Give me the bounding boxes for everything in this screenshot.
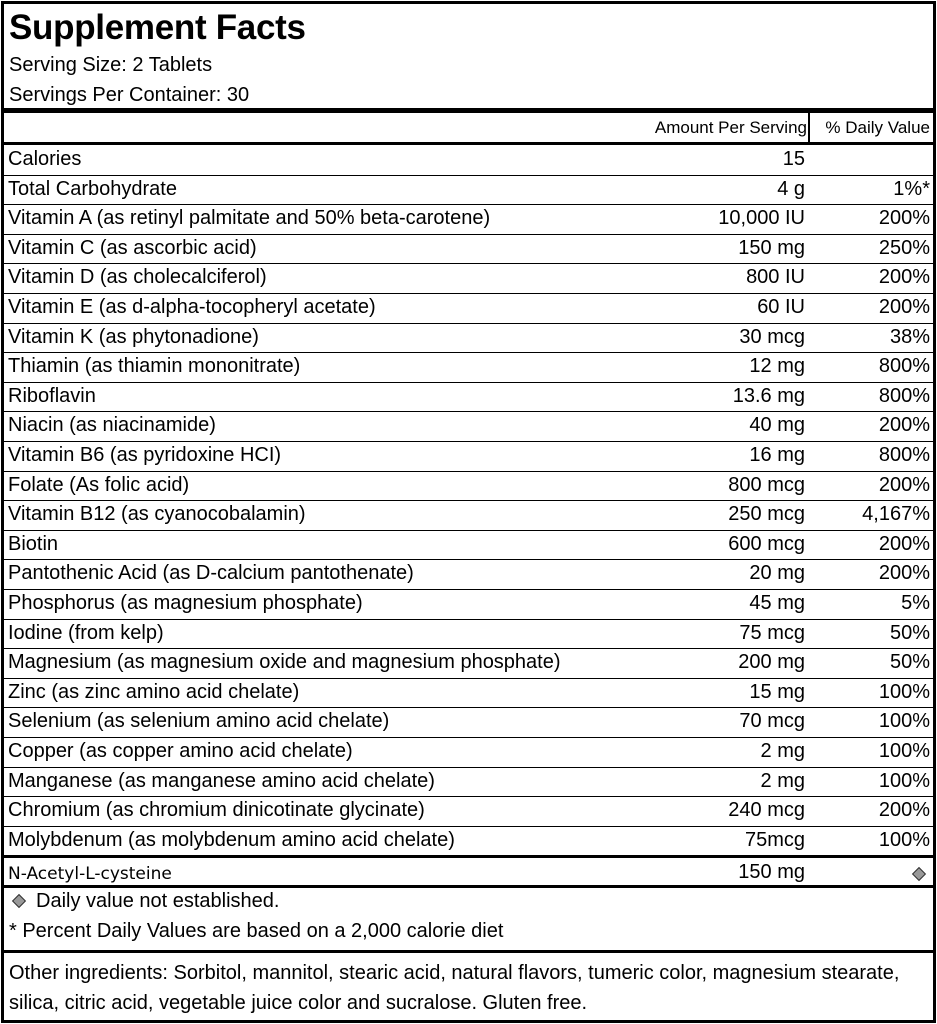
- nutrient-name: Vitamin B6 (as pyridoxine HCI): [8, 444, 282, 466]
- nutrient-name: Zinc (as zinc amino acid chelate): [8, 680, 300, 703]
- nutrient-daily-value: 38%: [889, 325, 930, 348]
- row-divider: [4, 471, 933, 472]
- row-divider: [4, 707, 933, 708]
- nutrient-daily-value: 200%: [878, 799, 930, 822]
- row-divider: [4, 263, 933, 264]
- nutrient-name: Vitamin A (as retinyl palmitate and 50% beta-carotene): [8, 207, 491, 230]
- table-row: [4, 382, 933, 412]
- amount-per-serving-header: Amount Per Serving: [654, 118, 807, 137]
- other-ingredients-divider: [4, 950, 933, 953]
- footnote-divider: [4, 885, 933, 888]
- row-divider: [4, 589, 933, 590]
- row-divider: [4, 559, 933, 560]
- nutrient-amount: 30 mcg: [739, 325, 805, 348]
- nutrient-daily-value: 100%: [878, 680, 930, 703]
- nutrient-name: Vitamin B12 (as cyanocobalamin): [8, 503, 306, 526]
- nutrient-daily-value: 200%: [878, 207, 930, 230]
- nutrient-amount: 15: [782, 148, 805, 170]
- row-divider: [4, 441, 933, 442]
- table-row: [4, 234, 933, 264]
- nutrient-name: Selenium (as selenium amino acid chelate): [8, 710, 390, 733]
- panel-title: Supplement Facts: [9, 8, 306, 47]
- nutrient-daily-value: 200%: [878, 296, 930, 318]
- nutrient-amount: 16 mg: [749, 444, 805, 466]
- serving-size: Serving Size: 2 Tablets: [9, 54, 213, 76]
- row-divider: [4, 352, 933, 353]
- table-row: [4, 796, 933, 826]
- nutrient-name: Total Carbohydrate: [8, 177, 177, 200]
- nutrient-amount: 13.6 mg: [732, 384, 805, 407]
- nutrient-name: Riboflavin: [8, 384, 96, 407]
- nutrient-daily-value: 200%: [878, 562, 930, 585]
- nutrient-name: Folate (As folic acid): [8, 473, 190, 496]
- nutrient-daily-value: 800%: [878, 384, 930, 407]
- nutrient-amount: 70 mcg: [739, 710, 805, 733]
- nutrient-name: Calories: [8, 148, 82, 170]
- row-divider: [4, 530, 933, 531]
- nutrient-name: Copper (as copper amino acid chelate): [8, 740, 353, 762]
- row-divider: [4, 737, 933, 738]
- nutrient-name: Vitamin D (as cholecalciferol): [8, 266, 267, 289]
- nutrient-name: Vitamin C (as ascorbic acid): [8, 236, 257, 259]
- nutrient-amount: 200 mg: [738, 651, 805, 674]
- table-row: [4, 619, 933, 649]
- nutrient-daily-value: 100%: [878, 740, 930, 762]
- nutrient-daily-value: 4,167%: [862, 503, 930, 526]
- nutrient-daily-value: 200%: [878, 266, 930, 289]
- row-divider: [4, 175, 933, 176]
- nutrient-amount: 45 mg: [749, 592, 805, 614]
- nutrient-name: Thiamin (as thiamin mononitrate): [8, 355, 301, 378]
- column-header-row: [4, 113, 933, 142]
- nutrient-name: Manganese (as manganese amino acid chelate): [8, 769, 435, 792]
- row-divider: [4, 678, 933, 679]
- nutrient-daily-value: 50%: [889, 621, 930, 644]
- daily-value-header: % Daily Value: [825, 118, 930, 137]
- table-row: [4, 441, 933, 471]
- table-row: [4, 767, 933, 797]
- nutrient-daily-value: 800%: [878, 444, 930, 466]
- table-row: [4, 589, 933, 619]
- row-divider: [4, 648, 933, 649]
- nutrient-amount: 800 mcg: [728, 473, 805, 496]
- nutrient-amount: 250 mcg: [728, 503, 805, 526]
- nutrient-name: Vitamin E (as d-alpha-tocopheryl acetate): [8, 296, 376, 318]
- nutrient-name: Phosphorus (as magnesium phosphate): [8, 592, 363, 614]
- nutrient-daily-value: 200%: [878, 532, 930, 555]
- nutrient-daily-value: 50%: [889, 651, 930, 674]
- nutrient-amount: 10,000 IU: [718, 207, 805, 230]
- supplement-facts-panel: [1, 1, 936, 1023]
- table-row-n-acetyl-l-cysteine: [4, 858, 933, 888]
- row-divider: [4, 500, 933, 501]
- row-divider: [4, 619, 933, 620]
- servings-per-container: Servings Per Container: 30: [9, 84, 250, 106]
- table-row: [4, 175, 933, 205]
- nutrient-amount: 15 mg: [749, 680, 805, 703]
- column-separator: [808, 113, 810, 142]
- footnote-percent-daily: * Percent Daily Values are based on a 2,000 calorie diet: [9, 920, 504, 942]
- nutrient-daily-value: 100%: [878, 710, 930, 733]
- row-divider: [4, 796, 933, 797]
- nutrient-amount: 150 mg: [738, 861, 805, 883]
- table-row: [4, 737, 933, 767]
- table-row: [4, 352, 933, 382]
- diamond-icon: [912, 867, 926, 881]
- nutrient-amount: 60 IU: [757, 296, 805, 318]
- nutrient-amount: 12 mg: [749, 355, 805, 378]
- table-row: [4, 707, 933, 737]
- nutrient-amount: 4 g: [777, 177, 805, 200]
- nutrient-name: Pantothenic Acid (as D-calcium pantothenate): [8, 562, 414, 585]
- nutrient-amount: 75mcg: [744, 828, 805, 851]
- nutrient-name: Molybdenum (as molybdenum amino acid chelate): [8, 828, 455, 851]
- nutrient-name: Vitamin K (as phytonadione): [8, 325, 259, 348]
- table-row: [4, 648, 933, 678]
- nutrient-daily-value: 200%: [878, 473, 930, 496]
- nutrient-name: Magnesium (as magnesium oxide and magnesium phosphate): [8, 651, 561, 674]
- nutrient-amount: 75 mcg: [739, 621, 805, 644]
- row-divider: [4, 204, 933, 205]
- other-ingredients: Other ingredients: Sorbitol, mannitol, stearic acid, natural flavors, tumeric color, magnesium stearate, silica, citric acid, vegetable juice color and sucralose. Gluten free.: [9, 962, 900, 1014]
- nutrient-amount: 40 mg: [749, 414, 805, 437]
- nutrient-daily-value: 100%: [878, 828, 930, 851]
- nutrient-daily-value: 1%*: [893, 177, 930, 200]
- nutrient-amount: 240 mcg: [728, 799, 805, 822]
- nutrient-name: Iodine (from kelp): [8, 621, 164, 644]
- nutrient-name: Chromium (as chromium dinicotinate glycinate): [8, 799, 425, 822]
- footnote-not-established: Daily value not established.: [9, 890, 279, 913]
- row-divider: [4, 382, 933, 383]
- table-row: [4, 263, 933, 293]
- table-row: [4, 826, 933, 856]
- nutrient-name: N-Acetyl-L-cysteine: [8, 864, 172, 884]
- table-row: [4, 678, 933, 708]
- row-divider: [4, 767, 933, 768]
- table-row: [4, 500, 933, 530]
- table-row: [4, 559, 933, 589]
- table-row: [4, 323, 933, 353]
- table-row: [4, 411, 933, 441]
- table-row: [4, 145, 933, 175]
- nutrient-daily-value: 800%: [878, 355, 930, 378]
- nutrient-amount: 2 mg: [760, 769, 805, 792]
- nutrient-daily-value: 250%: [878, 236, 930, 259]
- row-divider: [4, 411, 933, 412]
- table-row: [4, 471, 933, 501]
- row-divider: [4, 293, 933, 294]
- nutrient-daily-value: 5%: [901, 592, 930, 614]
- table-row: [4, 293, 933, 323]
- diamond-icon: [12, 894, 26, 908]
- row-divider: [4, 826, 933, 827]
- nutrient-name: Biotin: [8, 532, 59, 555]
- table-row: [4, 530, 933, 560]
- row-divider: [4, 234, 933, 235]
- row-divider: [4, 323, 933, 324]
- nutrient-amount: 2 mg: [760, 740, 805, 762]
- nutrient-amount: 150 mg: [738, 236, 805, 259]
- nutrient-amount: 20 mg: [749, 562, 805, 585]
- nutrient-amount: 800 IU: [746, 266, 805, 289]
- table-row: [4, 204, 933, 234]
- nutrient-daily-value: 100%: [878, 769, 930, 792]
- nutrient-daily-value: 200%: [878, 414, 930, 437]
- nutrient-name: Niacin (as niacinamide): [8, 414, 216, 437]
- nutrient-amount: 600 mcg: [728, 532, 805, 555]
